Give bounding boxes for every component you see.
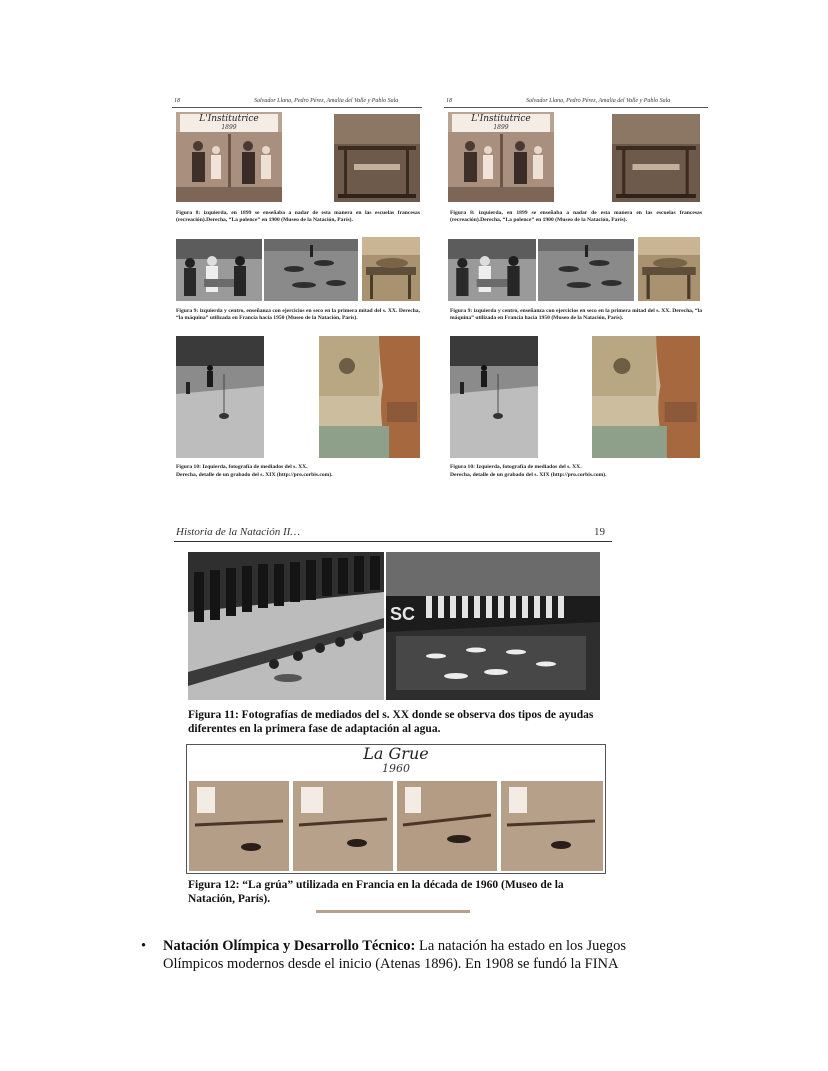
fig12-grue-title: La Grue — [363, 744, 429, 763]
bullet-symbol: • — [141, 938, 147, 954]
bullet-bold-heading: Natación Olímpica y Desarrollo Técnico: — [163, 938, 416, 954]
left-poster-title: L'Institutrice — [199, 114, 259, 124]
left-fig8-caption: Figura 8: izquierda, en 1899 se enseñaba a nadar de esta manera en las escuelas francesas (recreación).Derecha, “La polence” en 1900 (Museo de la Natación, París). — [176, 210, 420, 223]
left-fig9-dryland-photo-1 — [176, 239, 262, 301]
page19-bottom-strip — [316, 910, 470, 913]
left-header-authors: Salvador Llana, Pedro Pérez, Amalia del Valle y Pablo Sala — [254, 98, 399, 104]
bullet-paragraph — [163, 937, 723, 973]
left-header-rule — [172, 107, 422, 108]
right-fig9-dryland-photo-1 — [448, 239, 536, 301]
right-fig9-machine-photo — [638, 237, 700, 301]
left-fig8-polence-image — [334, 114, 420, 202]
right-fig10-caption-line1: Figura 10: Izquierda, fotografía de mediados del s. XX. — [450, 464, 582, 470]
right-fig8-polence-image — [612, 114, 700, 202]
page19-header-page-number: 19 — [594, 526, 605, 538]
right-fig9-dryland-photo-2 — [538, 239, 634, 301]
fig12-la-grue-image — [186, 744, 606, 874]
page19-header-title: Historia de la Natación II… — [176, 526, 301, 538]
fig11-right-photo — [386, 552, 600, 700]
right-poster-title: L'Institutrice — [471, 114, 531, 124]
left-fig9-caption: Figura 9: izquierda y centro, enseñanza con ejercicios en seco en la primera mitad del s. XX. Derecha, “la máquina” utilizada en Francia hacia 1950 (Museo de la Natación, París). — [176, 308, 420, 321]
left-poster-year: 1899 — [221, 124, 237, 131]
fig11-sign-text: SC — [390, 604, 416, 624]
right-fig10-pool-photo — [450, 336, 538, 458]
right-fig8-poster-image — [448, 112, 554, 202]
right-fig9-caption: Figura 9: izquierda y centro, enseñanza con ejercicios en seco en la primera mitad del s. XX. Derecha, “la máquina” utilizada en Francia hacia 1950 (Museo de la Natación, París). — [450, 308, 702, 321]
bullet-text-line2: Olímpicos modernos desde el inicio (Atenas 1896). En 1908 se fundó la FINA — [163, 956, 619, 972]
right-poster-year: 1899 — [493, 124, 509, 131]
bullet-text-line1: La natación ha estado en los Juegos — [415, 938, 626, 954]
fig11-caption: Figura 11: Fotografías de mediados del s. XX donde se observa dos tipos de ayudas diferentes en la primera fase de adaptación al agua. — [188, 709, 594, 735]
right-header-page-number: 18 — [446, 98, 452, 104]
fig12-caption: Figura 12: “La grúa” utilizada en Francia en la década de 1960 (Museo de la Natación, París). — [188, 879, 564, 905]
right-scan-page — [440, 96, 712, 486]
page19-scan — [170, 522, 614, 914]
left-header-page-number: 18 — [174, 98, 180, 104]
left-fig10-pool-photo — [176, 336, 264, 458]
left-fig10-engraving — [319, 336, 420, 458]
right-fig8-caption: Figura 8: izquierda, en 1899 se enseñaba a nadar de esta manera en las escuelas francesas (recreación).Derecha, “La polence” en 1900 (Museo de la Natación, París). — [450, 210, 702, 223]
fig12-grue-year: 1960 — [382, 762, 410, 775]
right-fig10-engraving — [592, 336, 700, 458]
left-fig9-dryland-photo-2 — [264, 239, 358, 301]
right-fig10-caption-line2: Derecha, detalle de un grabado del s. XIX (http://pro.corbis.com). — [450, 472, 607, 478]
left-fig10-caption-line2: Derecha, detalle de un grabado del s. XIX (http://pro.corbis.com). — [176, 472, 333, 478]
right-header-rule — [444, 107, 708, 108]
left-fig9-machine-photo — [362, 237, 420, 301]
page19-header-rule — [174, 541, 612, 542]
right-header-authors: Salvador Llana, Pedro Pérez, Amalia del Valle y Pablo Sala — [526, 98, 671, 104]
left-fig8-poster-image — [176, 112, 282, 202]
fig11-left-photo — [188, 552, 384, 700]
left-fig10-caption-line1: Figura 10: Izquierda, fotografía de mediados del s. XX. — [176, 464, 308, 470]
left-scan-page — [168, 96, 426, 486]
